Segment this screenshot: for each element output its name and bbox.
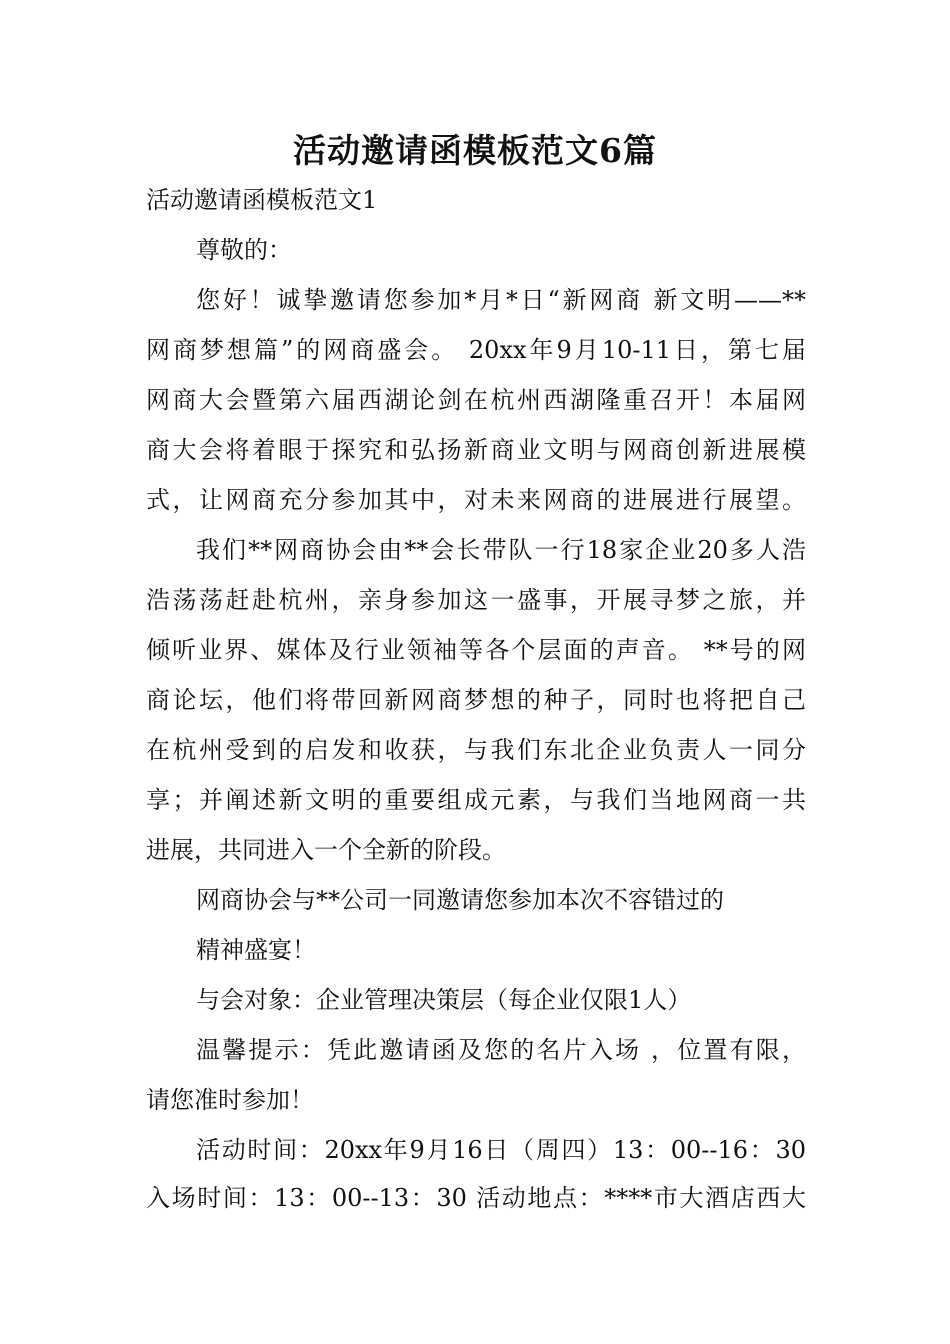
paragraph-line: 进展，共同进入一个全新的阶段。 [146, 836, 506, 864]
paragraph-line: 网商协会与**公司一同邀请您参加本次不容错过的 [196, 886, 724, 914]
paragraph-line: 倾听业界、媒体及行业领袖等各个层面的声音。 **号的网 [146, 636, 806, 664]
paragraph-line: 精神盛宴！ [196, 936, 316, 964]
attendees-line: 与会对象：企业管理决策层（每企业仅限1人） [196, 986, 692, 1014]
paragraph-line: 我们**网商协会由**会长带队一行18家企业20多人浩 [196, 536, 806, 564]
paragraph-line: 网商梦想篇”的网商盛会。 20xx年9月10-11日，第七届 [146, 336, 806, 364]
document-subtitle: 活动邀请函模板范文1 [146, 186, 378, 214]
schedule-line: 入场时间：13：00--13：30 活动地点：****市大酒店西大 [146, 1184, 806, 1212]
document-title: 活动邀请函模板范文6篇 [293, 131, 657, 170]
paragraph-line: 式，让网商充分参加其中，对未来网商的进展进行展望。 [146, 486, 806, 514]
paragraph-line: 网商大会暨第六届西湖论剑在杭州西湖隆重召开！本届网 [146, 386, 806, 414]
paragraph-line: 商论坛，他们将带回新网商梦想的种子，同时也将把自己 [146, 686, 806, 714]
paragraph-line: 浩荡荡赶赴杭州，亲身参加这一盛事，开展寻梦之旅，并 [146, 586, 806, 614]
greeting: 尊敬的： [196, 236, 292, 264]
paragraph-line: 您好！诚挚邀请您参加*月*日“新网商 新文明——** [196, 286, 806, 314]
paragraph-line: 享；并阐述新文明的重要组成元素，与我们当地网商一共 [146, 786, 806, 814]
paragraph-line: 商大会将着眼于探究和弘扬新商业文明与网商创新进展模 [146, 436, 806, 464]
reminder-line: 请您准时参加！ [146, 1086, 314, 1114]
paragraph-line: 在杭州受到的启发和收获，与我们东北企业负责人一同分 [146, 736, 806, 764]
reminder-line: 温馨提示：凭此邀请函及您的名片入场 ，位置有限， [196, 1036, 806, 1064]
schedule-line: 活动时间：20xx年9月16日（周四）13：00--16：30 [196, 1136, 806, 1164]
